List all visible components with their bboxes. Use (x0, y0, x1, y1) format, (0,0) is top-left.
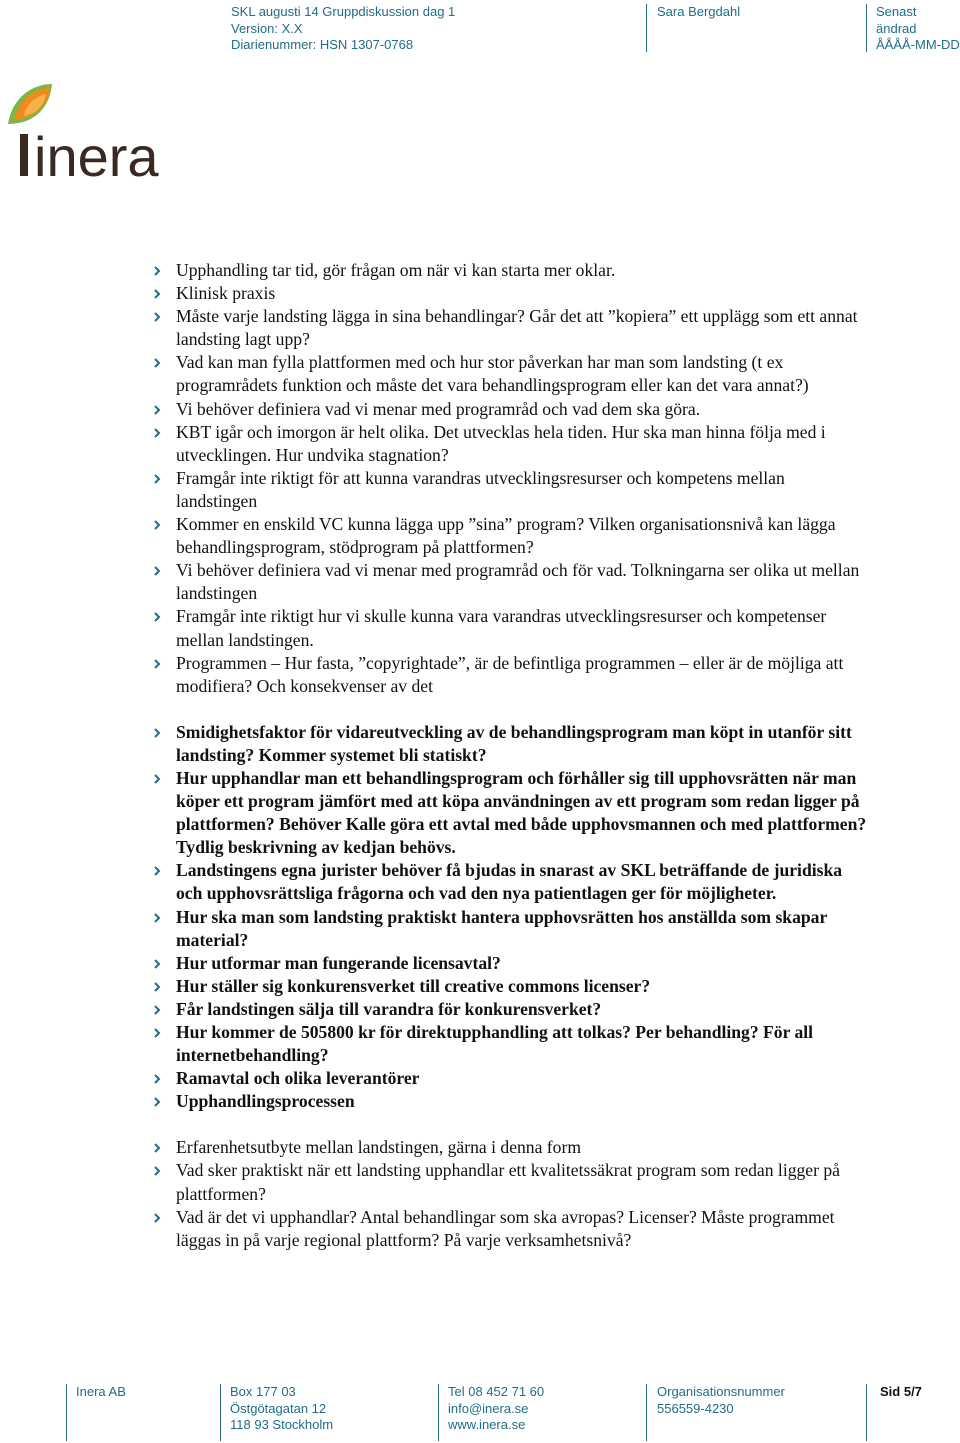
inera-logo-mark (6, 80, 166, 180)
footer-org-label: Organisationsnummer (657, 1384, 785, 1399)
document-version: Version: X.X (231, 20, 303, 36)
chevron-right-icon (152, 605, 164, 628)
document-changed (876, 4, 960, 54)
chevron-right-icon (152, 259, 164, 282)
footer-divider (646, 1384, 647, 1441)
inera-logo (6, 80, 166, 180)
list-item-text: Erfarenhetsutbyte mellan landstingen, gärna i denna form (176, 1137, 581, 1158)
chevron-right-icon (152, 859, 164, 882)
list-item (150, 398, 870, 421)
footer-address-line: 118 93 Stockholm (230, 1417, 334, 1432)
chevron-right-icon (152, 421, 164, 444)
chevron-right-icon (152, 975, 164, 998)
list-item (150, 975, 870, 998)
list-item-text: Programmen – Hur fasta, ”copyrightade”, är de befintliga programmen – eller är de möjliga att modifiera? Och konsekvenser av det (176, 652, 844, 696)
chevron-right-icon (152, 1090, 164, 1113)
chevron-right-icon (152, 559, 164, 582)
chevron-right-icon (152, 282, 164, 305)
list-item-text: Hur utformar man fungerande licensavtal? (176, 952, 501, 973)
list-item-text: Kommer en enskild VC kunna lägga upp ”sina” program? Vilken organisationsnivå kan lägga behandlingsprogram, stödprogram på plattformen? (176, 514, 836, 558)
list-item (150, 305, 870, 351)
list-item (150, 513, 870, 559)
list-item-text: Vad kan man fylla plattformen med och hur stor påverkan har man som landsting (t ex programrådets funktion och måste det vara behandlingsprogram eller kan det vara annat?) (176, 352, 809, 396)
changed-label: Senast ändrad (876, 4, 917, 36)
chevron-right-icon (152, 1021, 164, 1044)
list-item (150, 767, 870, 859)
list-item (150, 906, 870, 952)
list-item-text: Vad är det vi upphandlar? Antal behandlingar som ska avropas? Licenser? Måste programmet läggas in på varje regional plattform? På varje verksamhetsnivå? (176, 1206, 835, 1250)
list-item-text: Vi behöver definiera vad vi menar med programråd och vad dem ska göra. (176, 398, 701, 419)
bullet-list (150, 259, 870, 698)
footer-contact (448, 1384, 544, 1434)
chevron-right-icon (152, 1136, 164, 1159)
list-item-text: Ramavtal och olika leverantörer (176, 1068, 420, 1089)
list-item-text: Måste varje landsting lägga in sina behandlingar? Går det att ”kopiera” ett upplägg som ett annat landsting lagt upp? (176, 306, 858, 350)
list-item (150, 1067, 870, 1090)
list-item-text: Upphandling tar tid, gör frågan om när vi kan starta mer oklar. (176, 260, 616, 280)
list-item (150, 282, 870, 305)
footer-address-line: Box 177 03 (230, 1384, 296, 1399)
chevron-right-icon (152, 1067, 164, 1090)
list-item-text: Får landstingen sälja till varandra för konkurensverket? (176, 998, 602, 1019)
chevron-right-icon (152, 398, 164, 421)
list-item (150, 351, 870, 397)
chevron-right-icon (152, 351, 164, 374)
list-item (150, 998, 870, 1021)
logo-wordmark: inera (34, 125, 159, 180)
page-footer (0, 1384, 960, 1441)
footer-divider (866, 1384, 867, 1441)
changed-date: ÅÅÅÅ-MM-DD (876, 37, 960, 52)
list-item-text: Framgår inte riktigt för att kunna varandras utvecklingsresurser och kompetens mellan landstingen (176, 467, 785, 511)
bullet-list (150, 1136, 870, 1251)
bullet-list (150, 721, 870, 1114)
chevron-right-icon (152, 721, 164, 744)
footer-web-link[interactable]: www.inera.se (448, 1417, 526, 1432)
list-item-text: Framgår inte riktigt hur vi skulle kunna vara varandras utvecklingsresurser och kompetenser mellan landstingen. (176, 606, 827, 650)
chevron-right-icon (152, 1159, 164, 1182)
footer-org (657, 1384, 785, 1417)
list-item (150, 721, 870, 767)
footer-divider (66, 1384, 67, 1441)
list-item-text: Klinisk praxis (176, 283, 276, 304)
list-item (150, 652, 870, 698)
list-item-text: Smidighetsfaktor för vidareutveckling av de behandlingsprogram man köpt in utanför sitt landsting? Kommer systemet bli statiskt? (176, 721, 852, 765)
chevron-right-icon (152, 906, 164, 929)
list-item (150, 1206, 870, 1252)
chevron-right-icon (152, 513, 164, 536)
chevron-right-icon (152, 467, 164, 490)
chevron-right-icon (152, 305, 164, 328)
footer-address (230, 1384, 333, 1434)
document-diarienummer: Diarienummer: HSN 1307-0768 (231, 37, 414, 52)
list-item (150, 1021, 870, 1067)
list-item-text: KBT igår och imorgon är helt olika. Det utvecklas hela tiden. Hur ska man hinna följa med i utvecklingen. Hur undvika stagnation? (176, 421, 826, 465)
chevron-right-icon (152, 1206, 164, 1229)
chevron-right-icon (152, 998, 164, 1021)
list-item-text: Hur ställer sig konkurensverket till creative commons licenser? (176, 975, 651, 996)
footer-divider (220, 1384, 221, 1441)
list-item-text: Hur kommer de 505800 kr för direktupphandling att tolkas? Per behandling? För all internetbehandling? (176, 1022, 814, 1066)
list-item (150, 952, 870, 975)
footer-company: Inera AB (76, 1384, 126, 1399)
footer-divider (438, 1384, 439, 1441)
list-item (150, 1090, 870, 1113)
footer-address-line: Östgötagatan 12 (230, 1400, 327, 1416)
footer-org-number: 556559-4230 (657, 1400, 734, 1416)
footer-phone: Tel 08 452 71 60 (448, 1384, 545, 1399)
list-item (150, 859, 870, 905)
footer-email-link[interactable]: info@inera.se (448, 1400, 529, 1416)
list-item (150, 259, 870, 282)
chevron-right-icon (152, 952, 164, 975)
list-item (150, 605, 870, 651)
list-item (150, 1159, 870, 1205)
document-author: Sara Bergdahl (657, 4, 741, 19)
document-title: SKL augusti 14 Gruppdiskussion dag 1 (231, 4, 456, 19)
list-item-text: Landstingens egna jurister behöver få bjudas in snarast av SKL beträffande de juridiska och upphovsrättsliga frågorna och vad den nya patientlagen ger för möjligheter. (176, 860, 843, 904)
list-item (150, 1136, 870, 1159)
page-number: Sid 5/7 (880, 1384, 922, 1399)
header-divider (646, 4, 647, 52)
list-item-text: Upphandlingsprocessen (176, 1091, 355, 1112)
header-divider (866, 4, 867, 52)
page-header (0, 4, 960, 52)
list-item-text: Hur upphandlar man ett behandlingsprogram och förhåller sig till upphovsrätten när man köper ett program jämfört med att köpa användningen av ett program som redan ligger på plattformen? Behöver Kalle göra ett avtal med både upphovsmannen och med plattformen? Tydlig beskrivning av kedjan behövs. (176, 767, 867, 858)
document-info (231, 4, 455, 54)
document-body (150, 259, 870, 1252)
list-item-text: Hur ska man som landsting praktiskt hantera upphovsrätten hos anställda som skapar material? (176, 906, 827, 950)
list-item (150, 559, 870, 605)
chevron-right-icon (152, 652, 164, 675)
list-item (150, 421, 870, 467)
list-item-text: Vad sker praktiskt när ett landsting upphandlar ett kvalitetssäkrat program som redan ligger på plattformen? (176, 1160, 840, 1204)
chevron-right-icon (152, 767, 164, 790)
list-item (150, 467, 870, 513)
list-item-text: Vi behöver definiera vad vi menar med programråd och för vad. Tolkningarna ser olika ut mellan landstingen (176, 560, 860, 604)
